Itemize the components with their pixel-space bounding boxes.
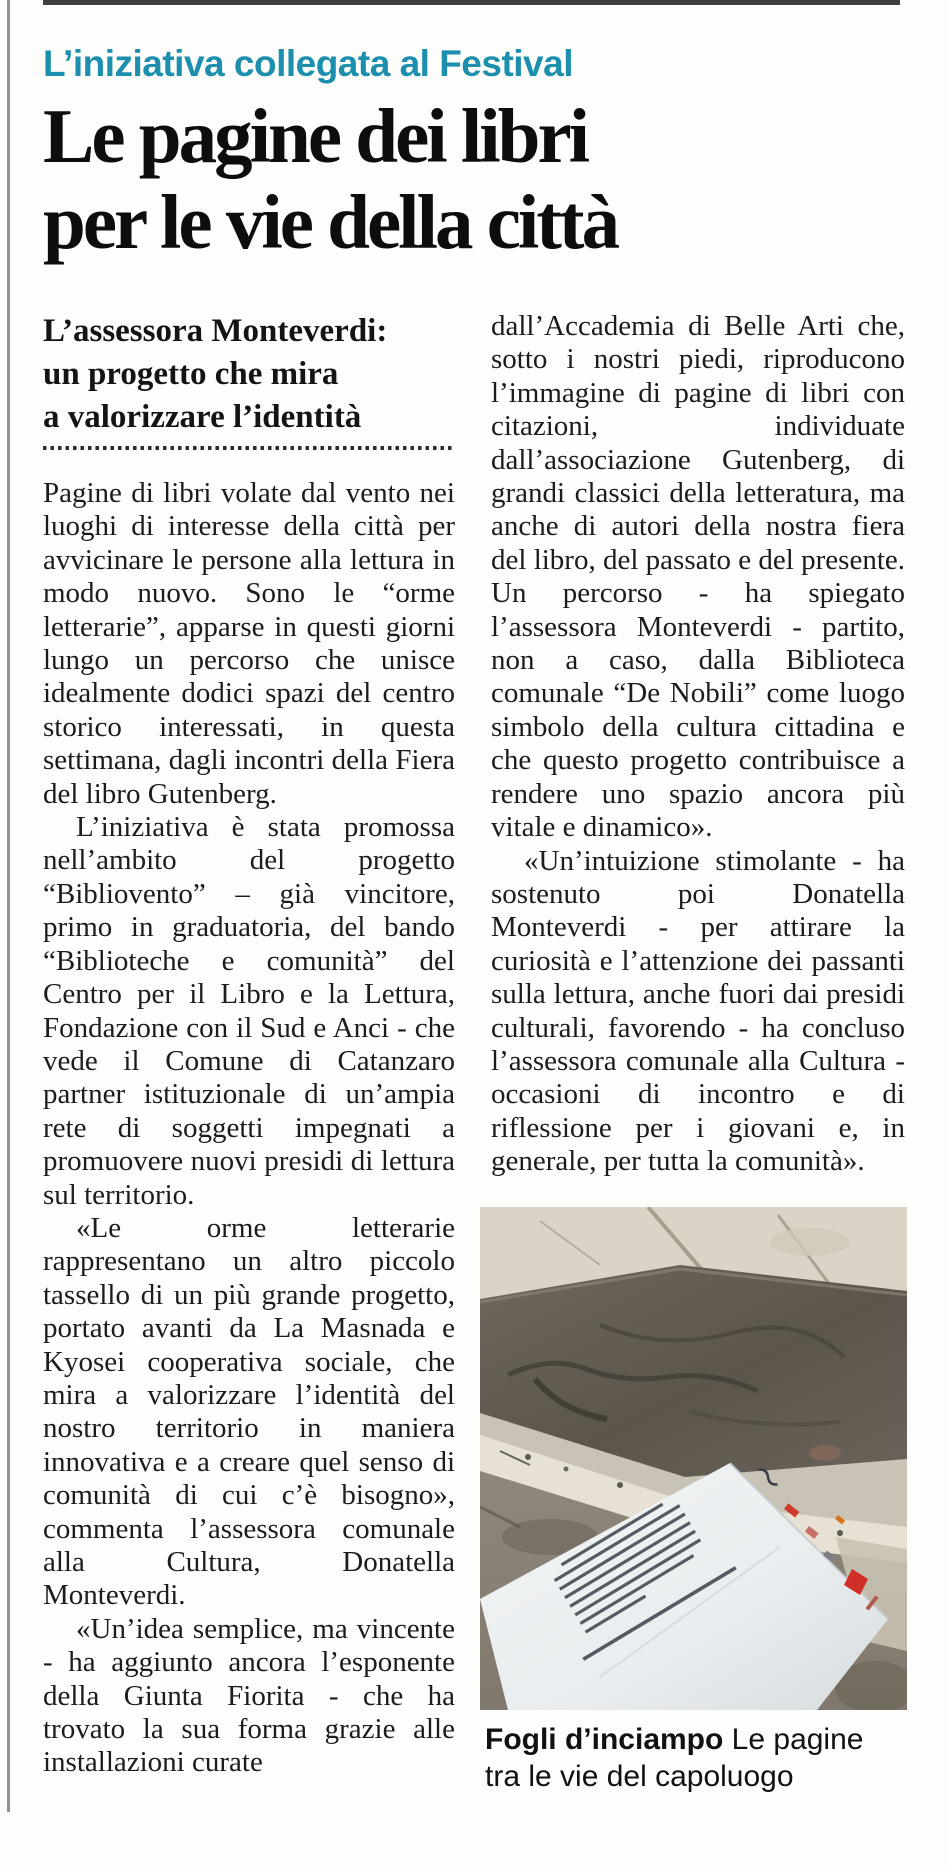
right-column-body xyxy=(491,310,905,1179)
pavement-photo xyxy=(480,1207,907,1710)
headline-line-2: per le vie della città xyxy=(43,179,618,265)
paragraph: Pagine di libri volate dal vento nei luoghi di interesse della città per avvicinare le persone alla lettura in modo nuovo. Sono le “orme letterarie”, apparse in questi giorni lungo un percorso che unisce idealmente dodici spazi del centro storico interessati, in questa settimana, dagli incontri della Fiera del libro Gutenberg. xyxy=(43,477,455,810)
standfirst xyxy=(43,310,455,439)
headline-line-1: Le pagine dei libri xyxy=(43,93,588,179)
pavement-photo-illustration xyxy=(480,1207,907,1710)
left-column xyxy=(43,310,455,1795)
article-columns xyxy=(43,310,905,1795)
left-margin-rule xyxy=(7,0,10,1812)
paragraph: L’iniziativa è stata promossa nell’ambito del progetto “Bibliovento” – già vincitore, primo in graduatoria, del bando “Biblioteche e comunità” del Centro per il Libro e la Lettura, Fondazione con il Sud e Anci - che vede il Comune di Catanzaro partner istituzionale di un’ampia rete di soggetti impegnati a promuovere nuovi presidi di lettura sul territorio. xyxy=(43,811,455,1211)
article xyxy=(43,0,905,1795)
standfirst-line-3: a valorizzare l’identità xyxy=(43,399,362,435)
kicker: L’iniziativa collegata al Festival xyxy=(43,43,573,84)
left-column-body xyxy=(43,477,455,1780)
paragraph: dall’Accademia di Belle Arti che, sotto i nostri piedi, riproducono l’immagine di pagine di libri con citazioni, individuate dall’associazione Gutenberg, di grandi classici della letteratura, ma anche di autori della nostra fiera del libro, del passato e del presente. Un percorso - ha spiegato l’assessora Monteverdi - partito, non a caso, dalla Biblioteca comunale “De Nobili” come luogo simbolo della cultura cittadina e che questo progetto contribuisce a rendere uno spazio ancora più vitale e dinamico». xyxy=(491,310,905,844)
paragraph: «Un’idea semplice, ma vincente - ha aggiunto ancora l’esponente della Giunta Fiorita - che ha trovato la sua forma grazie alle installazioni curate xyxy=(43,1612,455,1779)
photo-caption xyxy=(485,1721,905,1795)
standfirst-line-2: un progetto che mira xyxy=(43,356,339,392)
headline xyxy=(43,93,905,265)
dotted-divider xyxy=(43,446,455,450)
caption-lead: Fogli d’inciampo xyxy=(485,1722,724,1756)
paragraph: «Le orme letterarie rappresentano un altro piccolo tassello di un più grande progetto, portato avanti da La Masnada e Kyosei cooperativa sociale, che mira a valorizzare l’identità del nostro territorio in maniera innovativa e a creare quel senso di comunità di cui c’è bisogno», commenta l’assessora comunale alla Cultura, Donatella Monteverdi. xyxy=(43,1211,455,1612)
caption-text: Le pagine tra le vie del capoluogo xyxy=(485,1722,864,1793)
paragraph: «Un’intuizione stimolante - ha sostenuto poi Donatella Monteverdi - per attirare la curiosità e l’attenzione dei passanti sulla lettura, anche fuori dai presidi culturali, favorendo - ha concluso l’assessora comunale alla Cultura - occasioni di incontro e di riflessione per i giovani e, in generale, per tutta la comunità». xyxy=(491,844,905,1178)
standfirst-line-1: L’assessora Monteverdi: xyxy=(43,313,388,349)
right-column xyxy=(485,310,905,1795)
